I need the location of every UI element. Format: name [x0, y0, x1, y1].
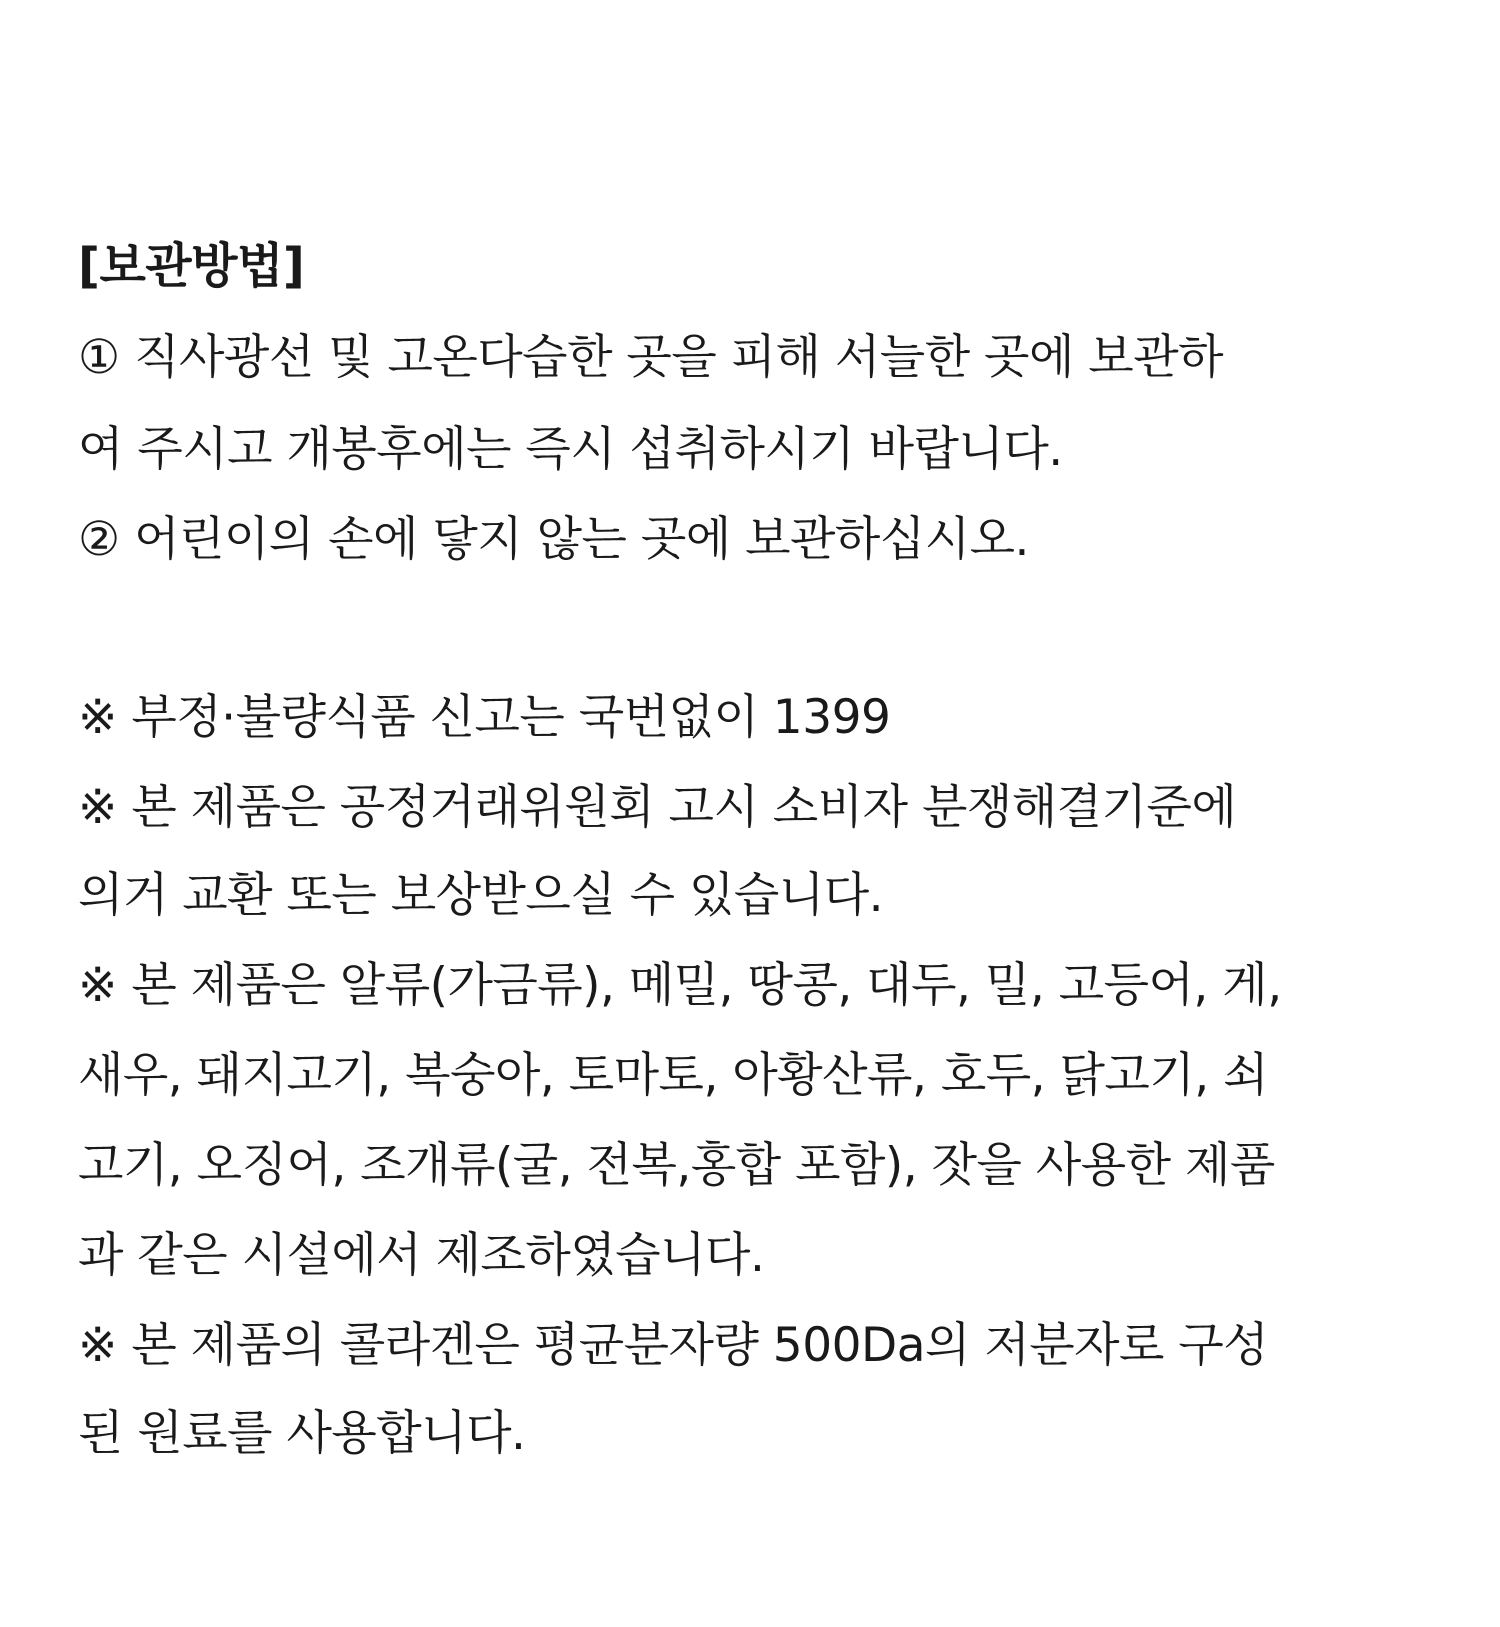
notice-line: ※ 부정·불량식품 신고는 국번없이 1399 — [78, 690, 891, 745]
storage-line: ② 어린이의 손에 닿지 않는 곳에 보관하십시오. — [78, 512, 1029, 567]
notice-line: ※ 본 제품은 공정거래위원회 고시 소비자 분쟁해결기준에 — [78, 780, 1237, 835]
notice-line: ※ 본 제품은 알류(가금류), 메밀, 땅콩, 대두, 밀, 고등어, 게, — [78, 958, 1282, 1013]
storage-line: 여 주시고 개봉후에는 즉시 섭취하시기 바랍니다. — [78, 422, 1063, 477]
notice-line: 과 같은 시설에서 제조하였습니다. — [78, 1228, 765, 1283]
notice-line: 의거 교환 또는 보상받으실 수 있습니다. — [78, 868, 884, 923]
storage-line: ① 직사광선 및 고온다습한 곳을 피해 서늘한 곳에 보관하 — [78, 330, 1223, 385]
notice-line: 된 원료를 사용합니다. — [78, 1406, 526, 1461]
notice-line: 고기, 오징어, 조개류(굴, 전복,홍합 포함), 잣을 사용한 제품 — [78, 1138, 1275, 1193]
notice-line: ※ 본 제품의 콜라겐은 평균분자량 500Da의 저분자로 구성 — [78, 1318, 1269, 1373]
notice-line: 새우, 돼지고기, 복숭아, 토마토, 아황산류, 호두, 닭고기, 쇠 — [78, 1048, 1269, 1103]
storage-heading: [보관방법] — [78, 238, 305, 294]
